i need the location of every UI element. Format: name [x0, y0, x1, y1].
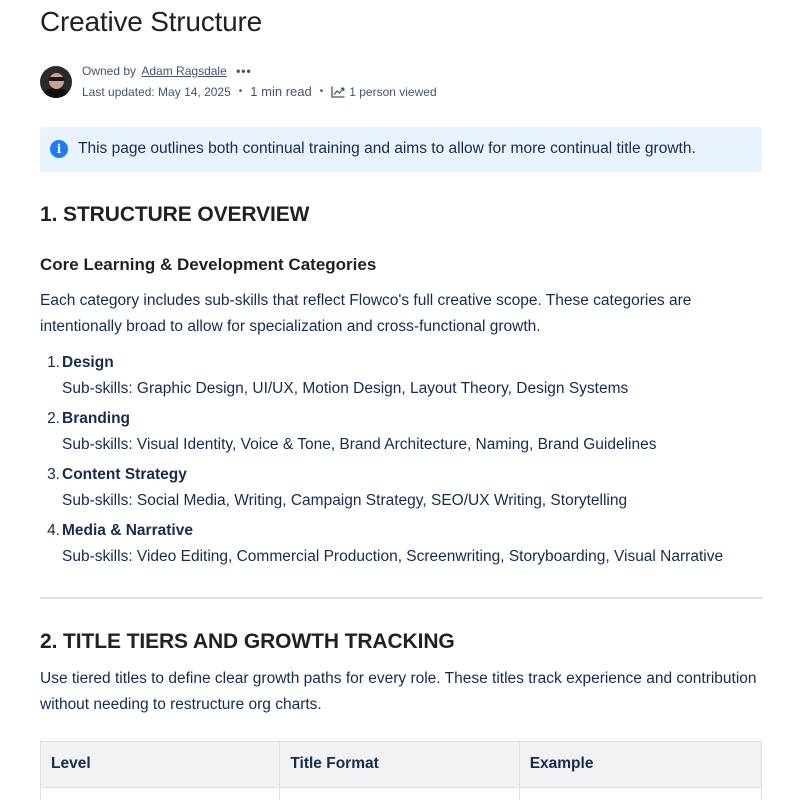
- category-subskills: Sub-skills: Social Media, Writing, Campaign Strategy, SEO/UX Writing, Storytelling: [62, 492, 628, 509]
- table-cell[interactable]: [280, 788, 519, 800]
- category-name: Content Strategy: [62, 466, 187, 483]
- list-item: [40, 518, 780, 574]
- categories-paragraph: Each category includes sub-skills that reflect Flowco's full creative scope. These categories are intentionally broad to allow for specialization and cross-functional growth.: [40, 292, 692, 335]
- page-byline: [40, 64, 762, 104]
- table-header-example[interactable]: Example: [529, 755, 594, 772]
- list-item: [40, 350, 780, 406]
- list-number: 3.: [47, 466, 60, 483]
- category-subskills: Sub-skills: Visual Identity, Voice & Tone, Brand Architecture, Naming, Brand Guidelines: [62, 436, 657, 453]
- title-tiers-paragraph: Use tiered titles to define clear growth paths for every role. These titles track experience and contribution without needing to restructure org charts.: [40, 670, 757, 713]
- meta-separator: •: [319, 86, 324, 97]
- last-updated: Last updated: May 14, 2025: [82, 84, 231, 99]
- category-subskills: Sub-skills: Video Editing, Commercial Production, Screenwriting, Storyboarding, Visual Narrative: [62, 548, 724, 565]
- read-time: 1 min read: [250, 84, 312, 99]
- viewed-count[interactable]: 1 person viewed: [349, 84, 437, 99]
- list-number: 1.: [47, 354, 60, 371]
- info-icon: i: [50, 140, 68, 158]
- owner-link[interactable]: Adam Ragsdale: [141, 64, 227, 78]
- subheading-core-categories: Core Learning & Development Categories: [40, 255, 377, 274]
- page-meta: [82, 84, 437, 99]
- table-row: [41, 788, 761, 800]
- section-heading-structure-overview: 1. STRUCTURE OVERVIEW: [40, 203, 310, 226]
- info-panel-text: This page outlines both continual training and aims to allow for more continual title growth.: [78, 140, 696, 157]
- list-item: [40, 462, 780, 518]
- page-title: Creative Structure: [40, 6, 263, 37]
- owned-by: [82, 64, 252, 78]
- category-subskills: Sub-skills: Graphic Design, UI/UX, Motion Design, Layout Theory, Design Systems: [62, 380, 629, 397]
- list-item: [40, 406, 780, 462]
- title-tiers-table: [40, 741, 762, 800]
- category-name: Media & Narrative: [62, 522, 193, 539]
- section-divider: [40, 597, 762, 599]
- more-actions-icon[interactable]: •••: [236, 64, 252, 78]
- trend-chart-icon: [331, 86, 345, 98]
- table-cell[interactable]: [520, 788, 761, 800]
- table-header-row: [41, 742, 761, 788]
- meta-separator: •: [238, 86, 243, 97]
- avatar[interactable]: [40, 66, 72, 98]
- section-heading-title-tiers: 2. TITLE TIERS AND GROWTH TRACKING: [40, 630, 455, 653]
- info-panel: [40, 127, 762, 172]
- table-header-title-format[interactable]: Title Format: [280, 742, 519, 787]
- table-cell[interactable]: [41, 788, 280, 800]
- list-number: 2.: [47, 410, 60, 427]
- category-name: Design: [62, 354, 114, 371]
- category-name: Branding: [62, 410, 131, 427]
- table-header-level[interactable]: Level: [41, 742, 280, 787]
- categories-list: [40, 350, 780, 574]
- list-number: 4.: [47, 522, 60, 539]
- owned-by-label: Owned by: [82, 64, 137, 78]
